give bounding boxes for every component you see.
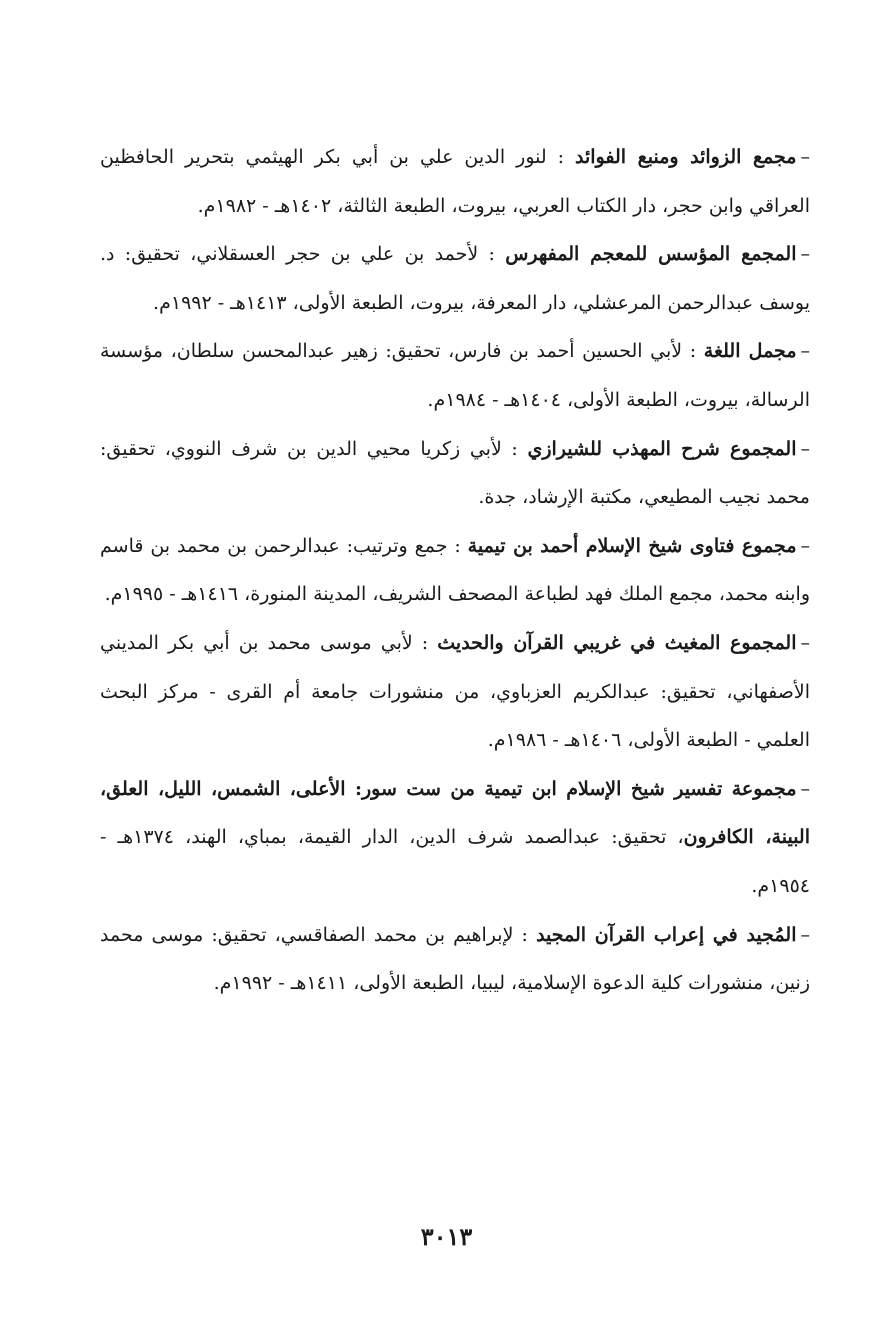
entry-body: ، تحقيق: عبدالصمد شرف الدين، الدار القيمة، بمباي، الهند، ١٣٧٤هـ - ١٩٥٤م.: [100, 826, 810, 897]
entry-title: المجمع المؤسس للمعجم المفهرس: [505, 243, 797, 266]
bibliography-entry: –مجموع فتاوى شيخ الإسلام أحمد بن تيمية : جمع وترتيب: عبدالرحمن بن محمد بن قاسم وابنه محمد، مجمع الملك فهد لطباعة المصحف الشريف، المدينة المنورة، ١٤١٦هـ - ١٩٩٥م.: [100, 534, 810, 606]
entry-body: : لنور الدين علي بن أبي بكر الهيثمي بتحرير الحافظين العراقي وابن حجر، دار الكتاب العربي، بيروت، الطبعة الثالثة، ١٤٠٢هـ - ١٩٨٢م.: [100, 146, 810, 217]
bibliography-entry: –المجمع المؤسس للمعجم المفهرس : لأحمد بن علي بن حجر العسقلاني، تحقيق: د. يوسف عبدالرحمن المرعشلي، دار المعرفة، بيروت، الطبعة الأولى، ١٤١٣هـ - ١٩٩٢م.: [100, 243, 810, 314]
bibliography-entry: –المجموع المغيث في غريبي القرآن والحديث : لأبي موسى محمد بن أبي بكر المديني الأصفهاني، تحقيق: عبدالكريم العزباوي، من منشورات جامعة أم القرى - مركز البحث العلمي - الطبعة الأولى، ١٤٠٦هـ - ١٩٨٦م.: [100, 631, 810, 752]
bibliography-entry: –المجموع شرح المهذب للشيرازي : لأبي زكريا محيي الدين بن شرف النووي، تحقيق: محمد نجيب المطيعي، مكتبة الإرشاد، جدة.: [100, 437, 810, 509]
entry-body: : جمع وترتيب: عبدالرحمن بن محمد بن قاسم وابنه محمد، مجمع الملك فهد لطباعة المصحف الشريف، المدينة المنورة، ١٤١٦هـ - ١٩٩٥م.: [100, 534, 810, 606]
entry-body: : لأبي الحسين أحمد بن فارس، تحقيق: زهير عبدالمحسن سلطان، مؤسسة الرسالة، بيروت، الطبعة الأولى، ١٤٠٤هـ - ١٩٨٤م.: [100, 340, 810, 411]
entry-title: مجموعة تفسير شيخ الإسلام ابن تيمية من ست سور: الأعلى، الشمس، الليل، العلق، البينة، الكافرون: [100, 777, 810, 849]
entry-body: : لإبراهيم بن محمد الصفاقسي، تحقيق: موسى محمد زنين، منشورات كلية الدعوة الإسلامية، ليبيا، الطبعة الأولى، ١٤١١هـ - ١٩٩٢م.: [100, 923, 810, 995]
page-number: ٣٠١٣: [420, 1222, 473, 1251]
entry-title: مجمل اللغة: [703, 340, 797, 363]
entry-body: : لأبي موسى محمد بن أبي بكر المديني الأصفهاني، تحقيق: عبدالكريم العزباوي، من منشورات جامعة أم القرى - مركز البحث العلمي - الطبعة الأولى، ١٤٠٦هـ - ١٩٨٦م.: [100, 631, 810, 752]
entry-title: المجموع المغيث في غريبي القرآن والحديث: [437, 631, 797, 654]
entry-title: مجموع فتاوى شيخ الإسلام أحمد بن تيمية: [467, 534, 797, 557]
entry-title: المجموع شرح المهذب للشيرازي: [527, 437, 797, 460]
entry-title: المُجيد في إعراب القرآن المجيد: [536, 923, 797, 946]
entry-body: : لأبي زكريا محيي الدين بن شرف النووي، تحقيق: محمد نجيب المطيعي، مكتبة الإرشاد، جدة.: [100, 437, 810, 509]
entry-title: مجمع الزوائد ومنبع الفوائد: [575, 146, 797, 168]
bibliography-list: [100, 133, 810, 1008]
entry-body: : لأحمد بن علي بن حجر العسقلاني، تحقيق: د. يوسف عبدالرحمن المرعشلي، دار المعرفة، بيروت، الطبعة الأولى، ١٤١٣هـ - ١٩٩٢م.: [100, 243, 810, 314]
bibliography-entry: –مجمل اللغة : لأبي الحسين أحمد بن فارس، تحقيق: زهير عبدالمحسن سلطان، مؤسسة الرسالة، بيروت، الطبعة الأولى، ١٤٠٤هـ - ١٩٨٤م.: [100, 340, 810, 411]
bibliography-entry: –مجموعة تفسير شيخ الإسلام ابن تيمية من ست سور: الأعلى، الشمس، الليل، العلق، البينة، الكافرون، تحقيق: عبدالصمد شرف الدين، الدار القيمة، بمباي، الهند، ١٣٧٤هـ - ١٩٥٤م.: [100, 777, 810, 897]
bibliography-entry: –المُجيد في إعراب القرآن المجيد : لإبراهيم بن محمد الصفاقسي، تحقيق: موسى محمد زنين، منشورات كلية الدعوة الإسلامية، ليبيا، الطبعة الأولى، ١٤١١هـ - ١٩٩٢م.: [100, 923, 810, 995]
bibliography-entry: –مجمع الزوائد ومنبع الفوائد : لنور الدين علي بن أبي بكر الهيثمي بتحرير الحافظين العراقي وابن حجر، دار الكتاب العربي، بيروت، الطبعة الثالثة، ١٤٠٢هـ - ١٩٨٢م.: [100, 146, 810, 217]
